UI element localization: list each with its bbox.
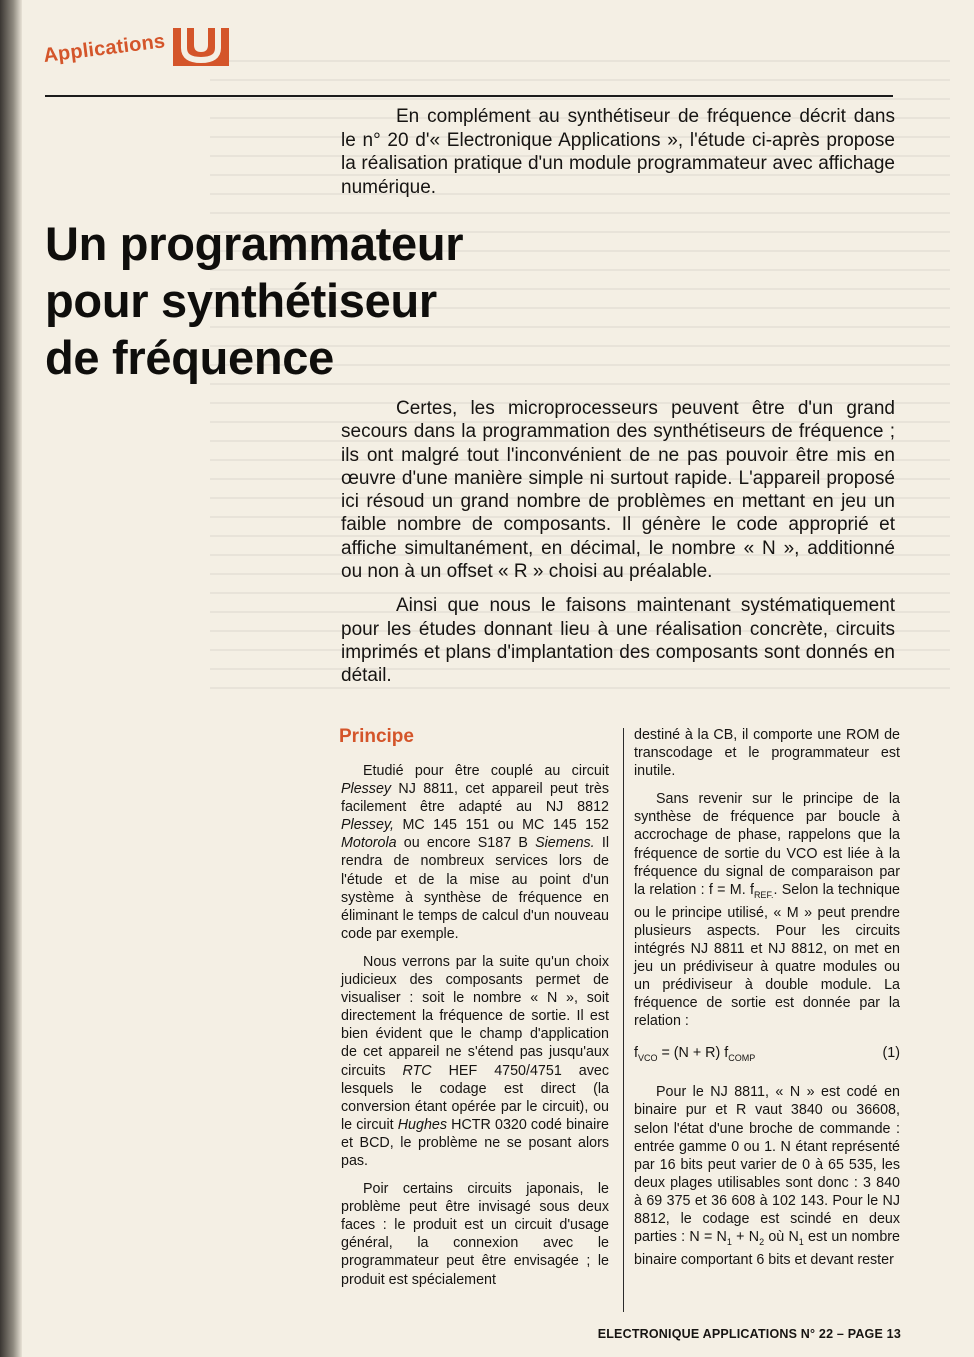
equation-1 xyxy=(634,1044,900,1067)
body-paragraph: Nous verrons par la suite qu'un choix judicieux des composants permet de visualiser : soit le nombre « N », soit directement la fréquence de sortie. Il est bien évident que le champ d'application de cet appareil ne s'étend pas jusqu'aux circuits RTC HEF 4750/4751 avec lesquels le codage est direct (la conversion étant opérée par le circuit), ou le circuit Hughes HCTR 0320 codé binaire et BCD, le problème ne se posant alors pas. xyxy=(341,953,609,1169)
page-footer: ELECTRONIQUE APPLICATIONS N° 22 – PAGE 13 xyxy=(597,1327,901,1341)
equation-text: $f_{VCO} = (N + R)$ $f_{COMP}$ xyxy=(634,1045,756,1064)
section-label: Applications xyxy=(42,29,167,67)
equation-number: (1) xyxy=(882,1045,900,1062)
intro-paragraph-2: Ainsi que nous le faisons maintenant systématiquement pour les études donnant lieu à une réalisation concrète, circuits imprimés et plans d'implantation des composants sont donnés en détail. xyxy=(341,595,895,687)
body-paragraph: Poir certains circuits japonais, le problème peut être invisagé sous deux faces : le produit est un circuit d'usage général, la connexion avec le programmateur peut être envisagée ; le produit est spécialement xyxy=(341,1181,609,1288)
body-paragraph: destiné à la CB, il comporte une ROM de transcodage et le programmateur est inutile. xyxy=(634,727,900,780)
lead-paragraph xyxy=(341,105,895,199)
title-line-1: Un programmateur xyxy=(45,217,464,270)
body-column-1 xyxy=(341,726,609,1299)
column-divider xyxy=(623,728,624,1312)
body-column-2 xyxy=(634,726,900,1279)
body-paragraph: Etudié pour être couplé au circuit Plessey NJ 8811, cet appareil peut très facilement être adapté au NJ 8812 Plessey, MC 145 151 ou MC 145 152 Motorola ou encore S187 B Siemens. Il rendra de nombreux services lors de l'étude et de la mise au point d'un système à synthèse de fréquence en éliminant le temps de calcul d'un nouveau code par exemple. xyxy=(341,763,609,942)
header-rule xyxy=(45,95,893,97)
circuit-symbol-icon xyxy=(169,24,233,70)
title-line-3: de fréquence xyxy=(45,331,334,384)
intro-block xyxy=(341,397,895,699)
lead-text: En complément au synthétiseur de fréquence décrit dans le n° 20 d'« Electronique Applications », l'étude ci-après propose la réalisation pratique d'un module programmateur avec affichage numérique. xyxy=(341,106,895,198)
title-line-2: pour synthétiseur xyxy=(45,274,437,327)
intro-paragraph-1: Certes, les microprocesseurs peuvent être d'un grand secours dans la programmation des synthétiseurs de fréquence ; ils ont malgré tout l'inconvénient de ne pas pouvoir être mis en œuvre d'une manière simple ni surtout rapide. L'appareil proposé ici résoud un grand nombre de problèmes en mettant en jeu un faible nombre de composants. Il génère le code approprié et affiche simultanément, en décimal, le nombre « N », additionné ou non à un offset « R » choisi au préalable. xyxy=(341,398,895,583)
article-title xyxy=(45,215,645,386)
body-paragraph: Pour le NJ 8811, « N » est codé en binaire pur et R vaut 3840 ou 36608, selon l'état d'une broche de commande : entrée gamme 0 ou 1. N étant représenté par 16 bits peut varier de 0 à 65 535, les deux plages utilisables sont donc : 3 840 à 69 375 et 36 608 à 102 143. Pour le NJ 8812, le codage est scindé en deux parties : $N = N_1 + N_2$ où $N_1$ est un nombre binaire comportant 6 bits et devant rester xyxy=(634,1084,900,1269)
section-tag xyxy=(42,29,233,70)
page-binding-edge xyxy=(0,0,22,1357)
body-paragraph: Sans revenir sur le principe de la synthèse de fréquence par boucle à accrochage de phase, rappelons que la fréquence de sortie du VCO est liée à la fréquence du signal de comparaison par la relation : f = M. $f_{REF.}$. Selon la technique ou le principe utilisé, « M » peut prendre plusieurs aspects. Pour les circuits intégrés NJ 8811 et NJ 8812, on met en jeu un prédiviseur à quatre modules ou un prédiviseur à double module. La fréquence de sortie est donnée par la relation : xyxy=(634,791,901,1030)
section-heading-principe: Principe xyxy=(339,726,414,747)
